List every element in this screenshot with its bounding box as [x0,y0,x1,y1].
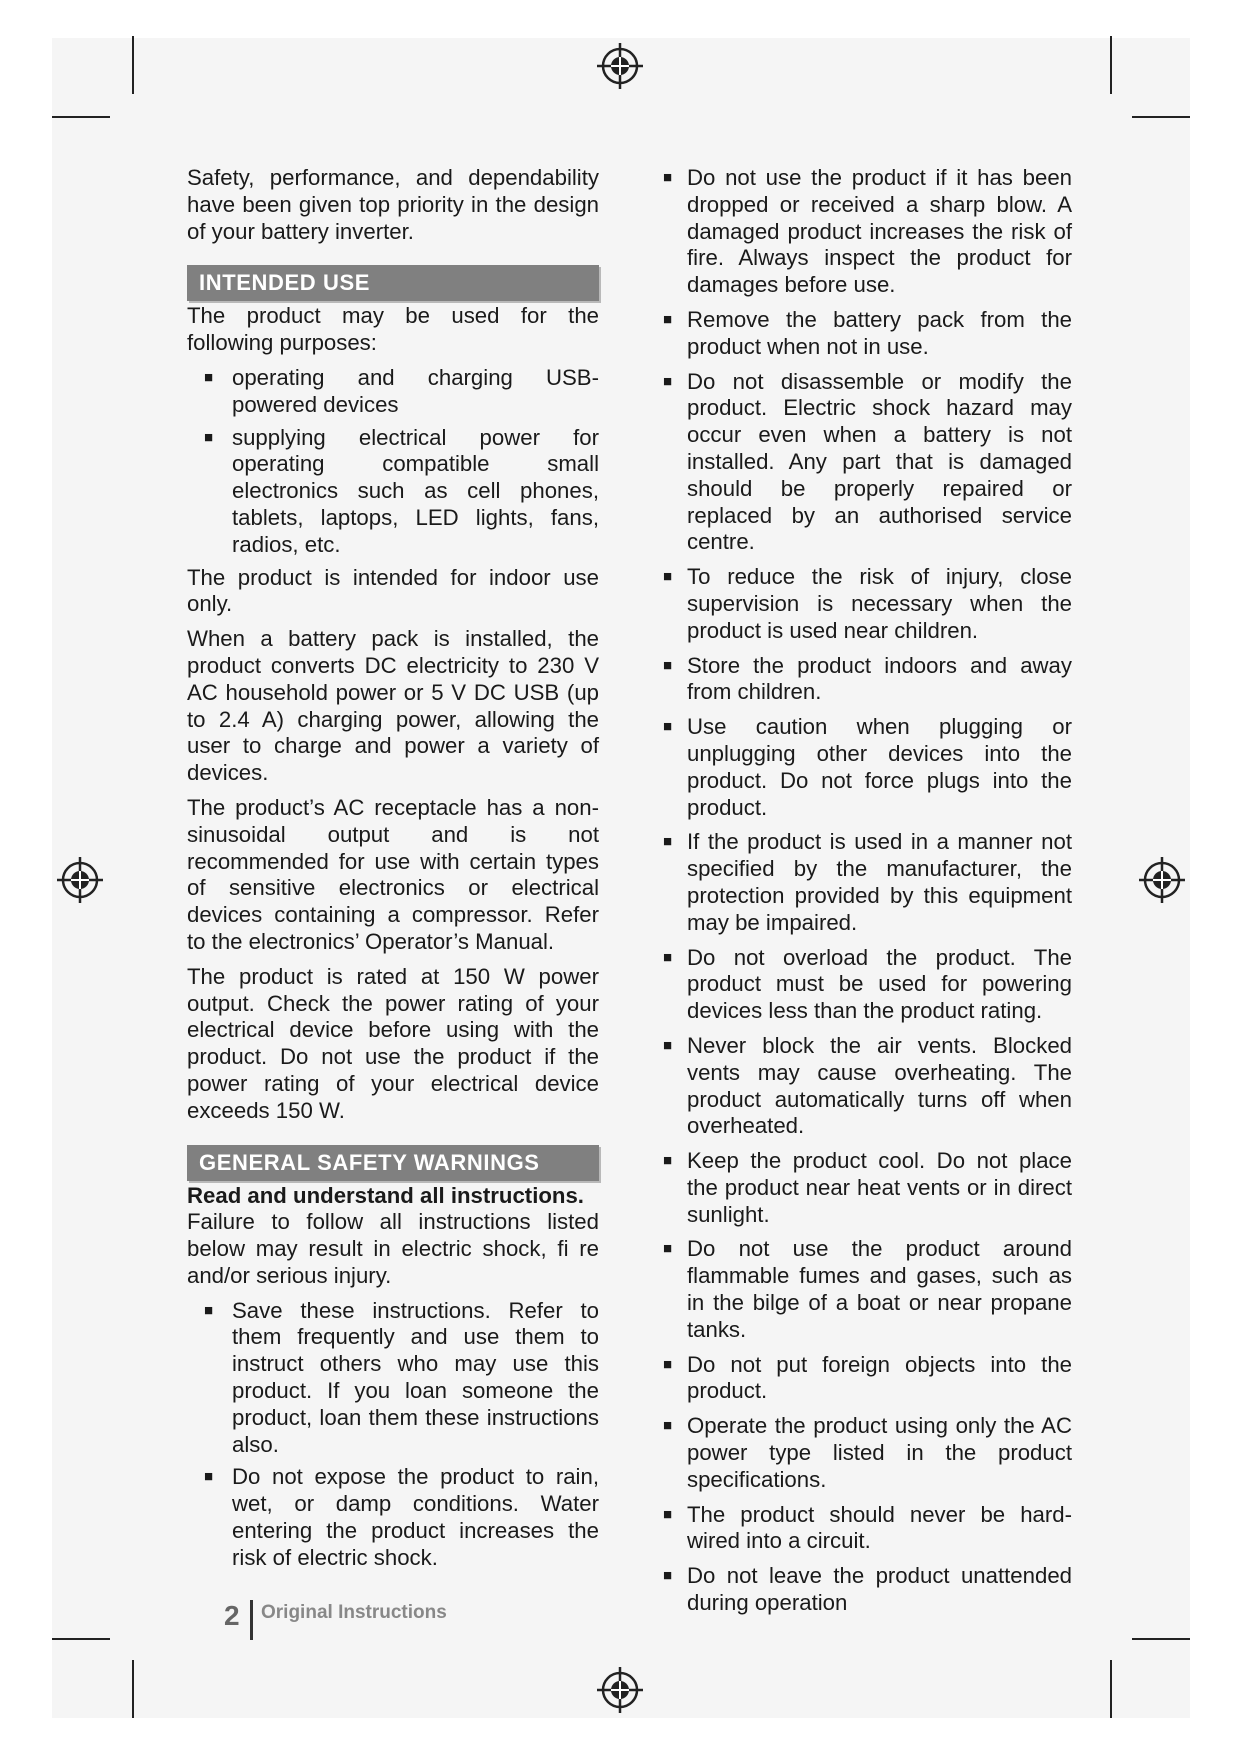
list-item [665,1236,1072,1343]
general-safety-list [187,1298,599,1572]
list-item [665,1148,1072,1228]
general-safety-intro: Failure to follow all instructions listed below may result in electric shock, fi re and/or serious injury. [187,1209,599,1288]
bullet-icon: ■ [663,948,673,966]
list-item [665,1413,1072,1493]
read-instructions-line: Read and understand all instructions. [187,1182,584,1208]
bullet-icon: ■ [204,428,214,446]
page-number: 2 [224,1600,240,1631]
bullet-icon: ■ [663,1036,673,1054]
list-item-text: Remove the battery pack from the product when not in use. [687,306,1072,359]
list-item [187,1298,599,1459]
list-item-text: Do not use the product if it has been dropped or received a sharp blow. A damaged product increases the risk of fire. Always inspect the product for damages before use. [687,165,1072,298]
list-item-text: To reduce the risk of injury, close supervision is necessary when the product is used near children. [687,564,1072,643]
list-item-text: Store the product indoors and away from children. [687,652,1072,705]
list-item [665,945,1072,1025]
registration-mark-icon [596,1666,644,1714]
bullet-icon: ■ [663,1240,673,1258]
list-item-text: Do not disassemble or modify the product. Electric shock hazard may occur even when a battery is not installed. Any part that is damaged should be properly repaired or replaced by an authorised service centre. [687,368,1072,555]
list-item-text: Do not put foreign objects into the product. [687,1351,1072,1404]
right-column [665,165,1072,1625]
bullet-icon: ■ [663,372,673,390]
list-item-text: Keep the product cool. Do not place the product near heat vents or in direct sunlight. [687,1148,1072,1227]
crop-mark [52,116,110,118]
list-item [187,425,599,559]
registration-mark-icon [56,856,104,904]
left-column [187,165,599,1578]
bullet-icon: ■ [204,368,214,386]
bullet-icon: ■ [663,1355,673,1373]
intro-paragraph: Safety, performance, and dependability have been given top priority in the design of your battery inverter. [187,165,599,244]
registration-mark-icon [1138,856,1186,904]
list-item [665,714,1072,821]
list-item [665,1033,1072,1140]
crop-mark [132,1660,134,1718]
bullet-icon: ■ [663,568,673,586]
paragraph: The product is rated at 150 W power output. Check the power rating of your electrical device before using with the product. Do not use the product if the power rating of your electrical device exceeds 150 W. [187,963,599,1123]
intended-use-list [187,365,599,559]
list-item-text: operating and charging USB-powered devices [232,364,599,417]
list-item [665,1563,1072,1617]
paragraph: The product’s AC receptacle has a non-sinusoidal output and is not recommended for use with certain types of sensitive electronics or electrical devices containing a compressor. Refer to the electronics’ Operator’s Manual. [187,794,599,954]
list-item [665,165,1072,299]
list-item [187,365,599,419]
bullet-icon: ■ [663,656,673,674]
list-item [665,369,1072,557]
bullet-icon: ■ [663,1567,673,1585]
list-item-text: Operate the product using only the AC power type listed in the product specifications. [687,1413,1072,1492]
list-item-text: supplying electrical power for operating compatible small electronics such as cell phones, tablets, laptops, LED lights, fans, radios, etc. [232,424,599,557]
paragraph: The product is intended for indoor use only. [187,564,599,617]
list-item [187,1464,599,1571]
list-item [665,653,1072,707]
bullet-icon: ■ [663,833,673,851]
crop-mark [1132,1638,1190,1640]
list-item-text: Never block the air vents. Blocked vents may cause overheating. The product automatically turns off when overheated. [687,1032,1072,1139]
list-item-text: Save these instructions. Refer to them frequently and use them to instruct others who may use this product. If you loan someone the product, loan them these instructions also. [232,1297,599,1457]
bullet-icon: ■ [663,1417,673,1435]
crop-mark [1132,116,1190,118]
footer-divider [250,1600,253,1640]
list-item-text: If the product is used in a manner not specified by the manufacturer, the protection provided by this equipment may be impaired. [687,829,1072,935]
paragraph: When a battery pack is installed, the product converts DC electricity to 230 V AC household power or 5 V DC USB (up to 2.4 A) charging power, allowing the user to charge and power a variety of devices. [187,626,599,786]
footer-label: Original Instructions [261,1602,447,1623]
bullet-icon: ■ [204,1468,214,1486]
bullet-icon: ■ [663,718,673,736]
intended-use-heading: INTENDED USE [187,265,599,301]
general-safety-heading: GENERAL SAFETY WARNINGS [187,1145,599,1181]
bullet-icon: ■ [663,1505,673,1523]
list-item [665,1502,1072,1556]
bullet-icon: ■ [663,1152,673,1170]
list-item [665,1352,1072,1406]
bullet-icon: ■ [663,310,673,328]
list-item-text: Use caution when plugging or unplugging other devices into the product. Do not force plugs into the product. [687,714,1072,820]
crop-mark [132,36,134,94]
list-item-text: Do not expose the product to rain, wet, or damp conditions. Water entering the product increases the risk of electric shock. [232,1464,599,1570]
bullet-icon: ■ [204,1301,214,1319]
intended-use-intro: The product may be used for the following purposes: [187,303,599,356]
crop-mark [52,1638,110,1640]
list-item-text: Do not overload the product. The product must be used for powering devices less than the product rating. [687,944,1072,1024]
list-item-text: The product should never be hard-wired into a circuit. [687,1501,1072,1554]
list-item [665,829,1072,936]
list-item [665,564,1072,644]
list-item-text: Do not leave the product unattended during operation [687,1563,1072,1616]
registration-mark-icon [596,42,644,90]
list-item-text: Do not use the product around flammable fumes and gases, such as in the bilge of a boat or near propane tanks. [687,1236,1072,1342]
crop-mark [1110,1660,1112,1718]
bullet-icon: ■ [663,169,673,186]
crop-mark [1110,36,1112,94]
list-item [665,307,1072,361]
safety-warnings-list [665,165,1072,1617]
